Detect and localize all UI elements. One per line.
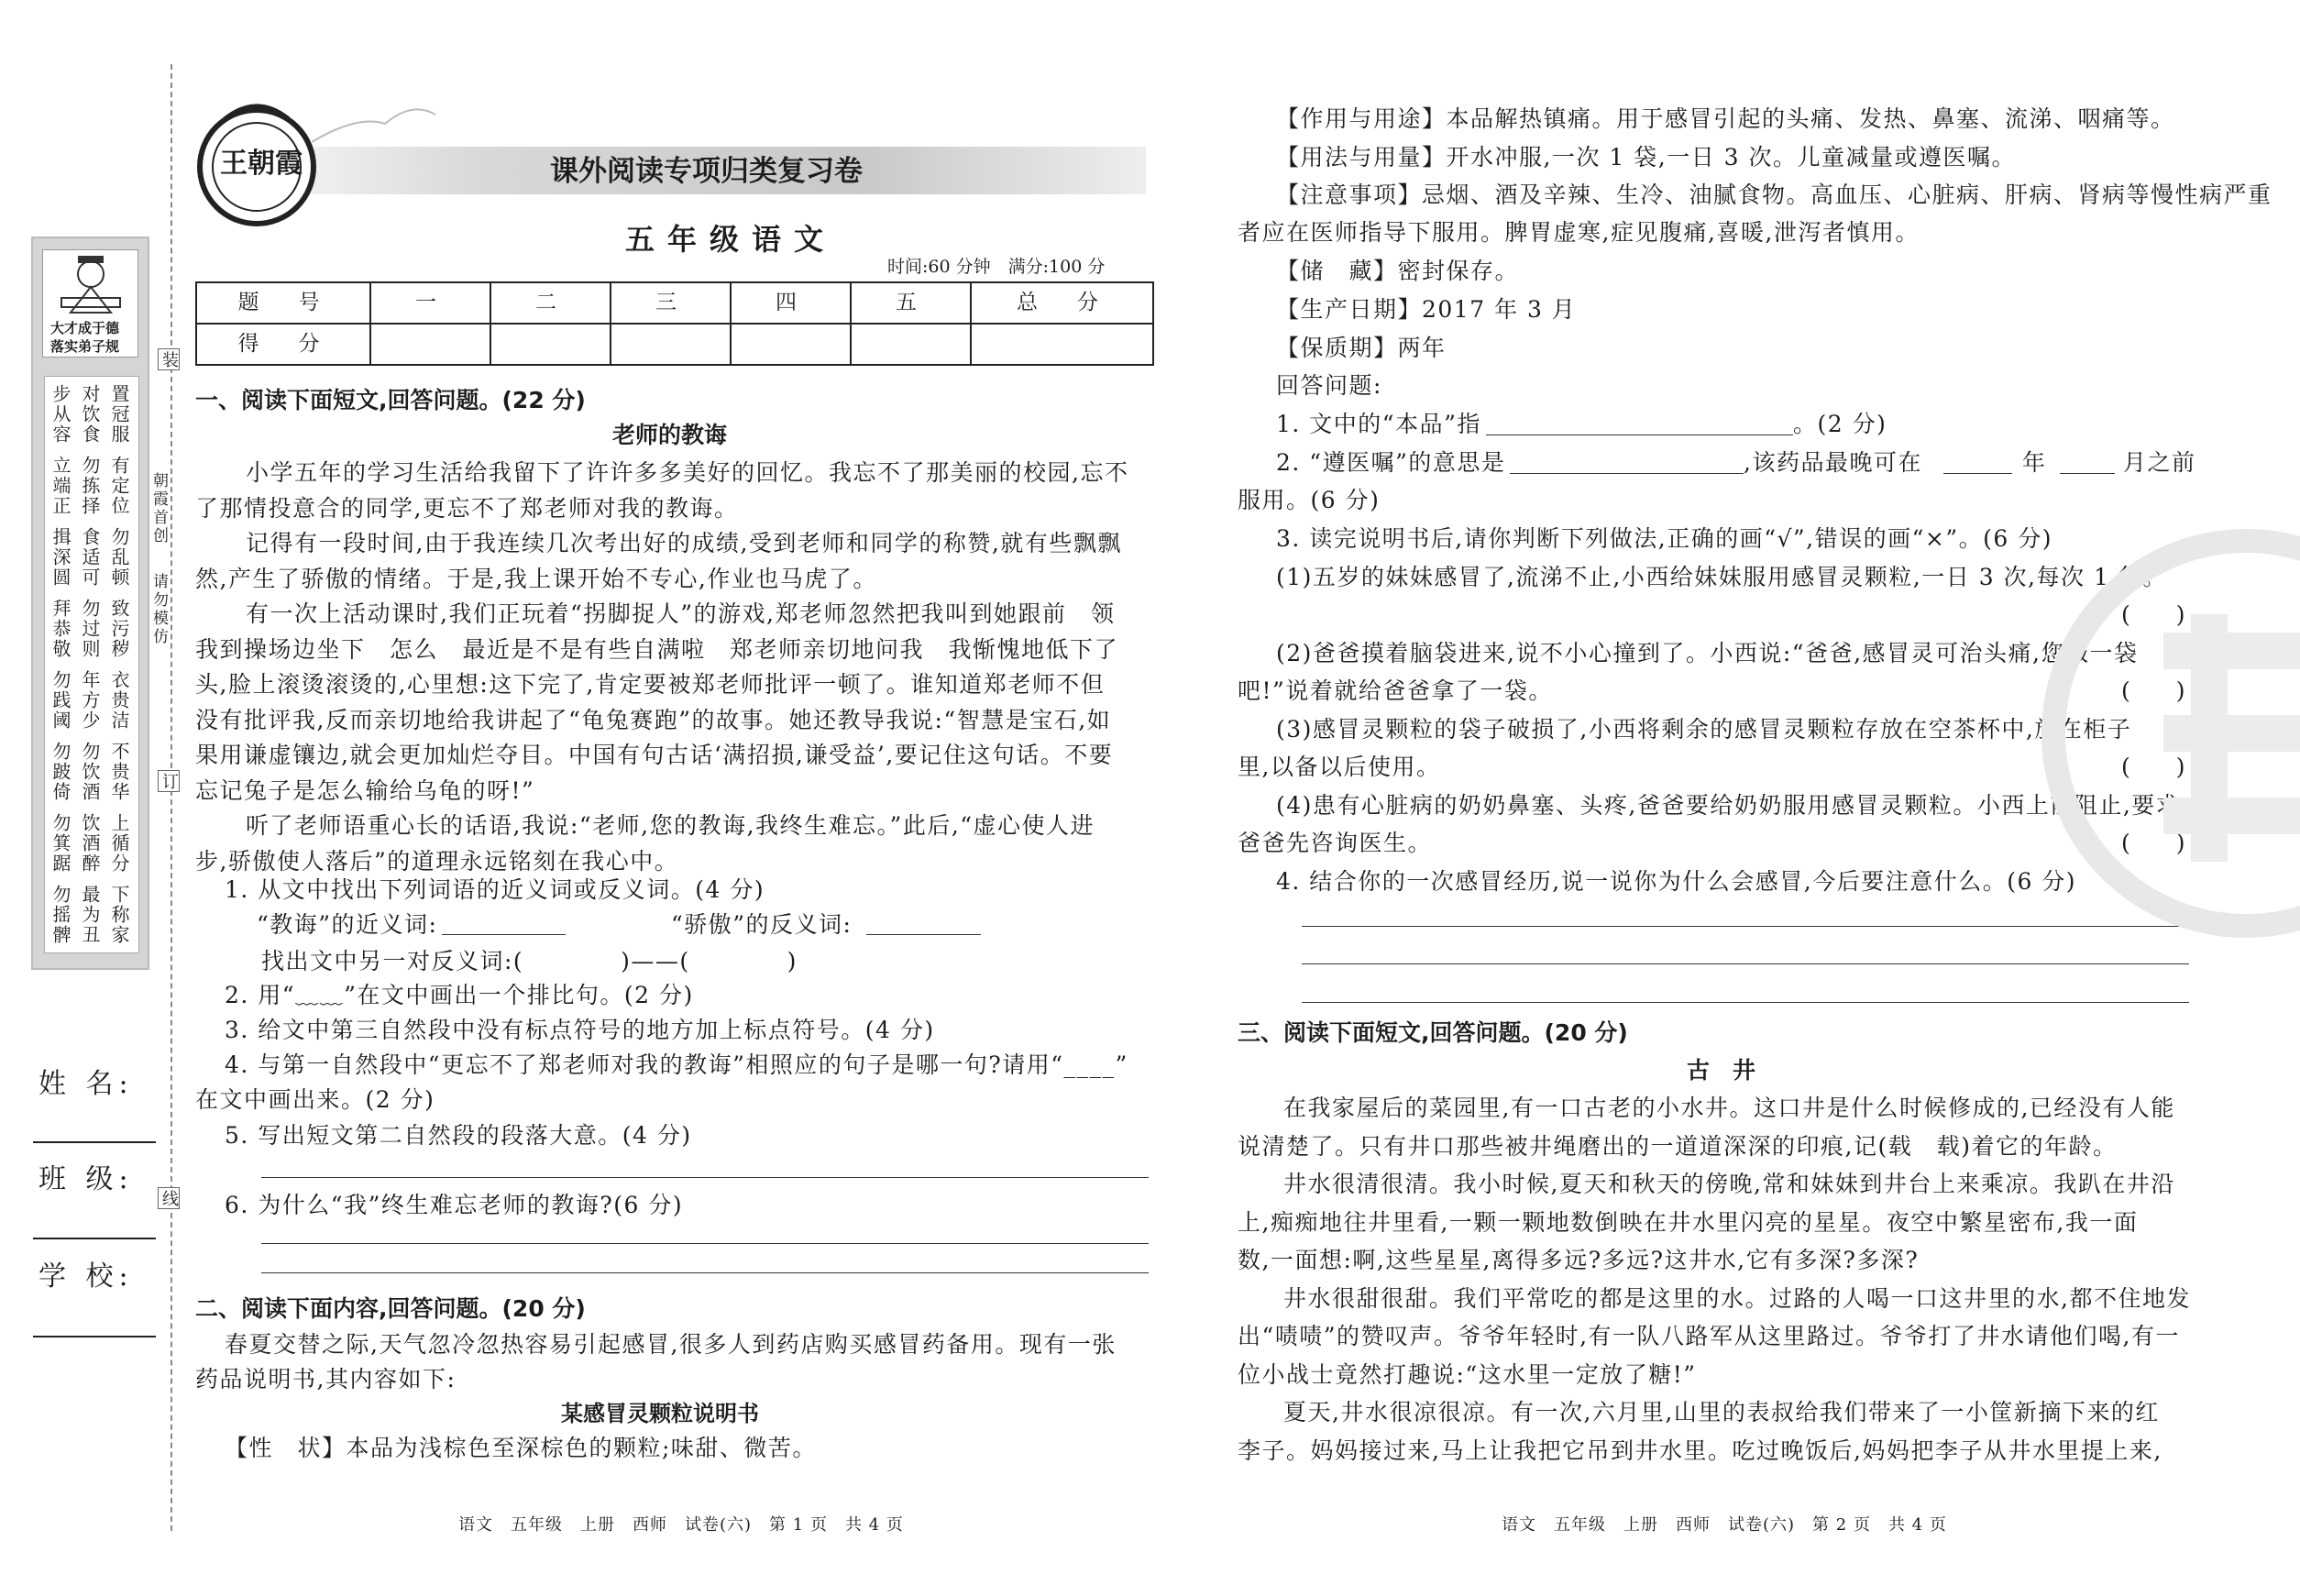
footer-right: 语文 五年级 上册 西师 试卷(六) 第 2 页 共 4 页 — [1502, 1515, 1947, 1535]
rule-text: 衣贵洁 — [108, 670, 130, 731]
s2-question-2: 月之前 — [2123, 449, 2196, 476]
passage-line: 然,产生了骄傲的情绪。于是,我上课开始不专心,作业也马虎了。 — [195, 565, 877, 592]
footer-left: 语文 五年级 上册 西师 试卷(六) 第 1 页 共 4 页 — [458, 1515, 904, 1535]
time-info: 时间:60 分钟 满分:100 分 — [887, 257, 1106, 277]
passage-line: 头,脸上滚烫滚烫的,心里想:这下完了,肯定要被郑老师批评一顿了。谁知道郑老师不但 — [195, 671, 1106, 698]
rules-box — [44, 376, 139, 953]
rule-text: 下称家 — [108, 885, 130, 945]
s1-question-6: 6. 为什么“我”终生难忘老师的教诲?(6 分) — [225, 1192, 684, 1218]
s2-q3-item-3: 里,以备以后使用。 — [1238, 754, 1441, 780]
passage-line: 步,骄傲使人落后”的道理永远铭刻在我心中。 — [195, 847, 679, 875]
subject-title: 五年级语文 — [625, 222, 837, 257]
rule-text: 勿拣择 — [79, 456, 101, 516]
passage-line: 井水很甜很甜。我们平常吃的都是这里的水。过路的人喝一口这井里的水,都不住地发 — [1283, 1284, 2191, 1312]
passage-line: 小学五年的学习生活给我留下了许许多多美好的回忆。我忘不了那美丽的校园,忘不 — [246, 459, 1129, 486]
s2-question-1: 1. 文中的“本品”指 — [1276, 411, 1481, 437]
section1-title: 老师的教诲 — [612, 422, 728, 448]
s2-caution: 【注意事项】忌烟、酒及辛辣、生冷、油腻食物。高血压、心脏病、肝病、肾病等慢性病严重 — [1276, 182, 2272, 208]
motto-1: 大才成于德 — [50, 320, 120, 336]
s2-q4-answer-line[interactable] — [1302, 1002, 2189, 1003]
score-header-cell: 三 — [611, 282, 731, 324]
passage-line: 了那情投意合的同学,更忘不了郑老师对我的教诲。 — [195, 494, 739, 522]
passage-line: 井水很清很清。我小时候,夏天和秋天的傍晚,常和妹妹到井台上来乘凉。我趴在井沿 — [1283, 1171, 2175, 1197]
score-cell[interactable] — [370, 324, 490, 365]
s2-question-3: 3. 读完说明书后,请你判断下列做法,正确的画“√”,错误的画“×”。(6 分) — [1276, 525, 2053, 552]
binding-mark-top: 装 — [158, 348, 180, 370]
s2-question-2: 服用。(6 分) — [1238, 487, 1381, 513]
rule-text: 步从容 — [50, 384, 72, 445]
passage-line: 出“啧啧”的赞叹声。爷爷年轻时,有一队八路军从这里路过。爷爷打了井水请他们喝,有一 — [1238, 1323, 2180, 1349]
s2-q3-answer-box[interactable]: ( ) — [2121, 601, 2185, 628]
score-header-cell: 五 — [851, 282, 971, 324]
rule-text: 年方少 — [79, 670, 101, 731]
rule-text: 勿跛倚 — [50, 742, 72, 802]
rule-text: 最为丑 — [79, 885, 101, 945]
score-cell[interactable] — [851, 324, 971, 365]
s2-leaflet-title: 某感冒灵颗粒说明书 — [561, 1401, 759, 1426]
rule-text: 食适可 — [79, 527, 101, 588]
passage-line: 记得有一段时间,由于我连续几次考出好的成绩,受到老师和同学的称赞,就有些飘飘 — [246, 530, 1122, 556]
s1-question-5: 5. 写出短文第二自然段的段落大意。(4 分) — [225, 1122, 692, 1149]
binding-mark-bot: 线 — [158, 1187, 180, 1209]
s2-q4-answer-line[interactable] — [1302, 963, 2189, 964]
section3-title: 古 井 — [1687, 1057, 1756, 1084]
s2-question-2: ,该药品最晚可在 — [1744, 449, 1922, 476]
score-header-cell: 二 — [490, 282, 611, 324]
s1-q1-antonym-label: “骄傲”的反义词: — [671, 911, 853, 938]
class-underline[interactable] — [33, 1238, 156, 1239]
s2-q2-year-blank[interactable] — [1943, 473, 2012, 474]
motto-2: 落实弟子规 — [50, 338, 120, 355]
s2-q3-answer-box[interactable]: ( ) — [2121, 677, 2185, 704]
score-cell[interactable] — [490, 324, 611, 365]
rule-text: 立端正 — [50, 456, 72, 516]
rule-text: 勿过则 — [79, 599, 101, 659]
s1-q6-answer-line[interactable] — [261, 1243, 1149, 1244]
rule-text: 揖深圆 — [50, 527, 72, 588]
school-underline[interactable] — [33, 1336, 156, 1337]
s2-dosage: 【用法与用量】开水冲服,一次 1 袋,一日 3 次。儿童减量或遵医嘱。 — [1276, 144, 2016, 171]
s2-q3-item-2: 吧!”说着就给爸爸拿了一袋。 — [1238, 677, 1553, 704]
score-header-cell: 一 — [370, 282, 490, 324]
s1-question-4a: 4. 与第一自然段中“更忘不了郑老师对我的教诲”相照应的句子是哪一句?请用“____” — [225, 1051, 1128, 1078]
section1-heading: 一、阅读下面短文,回答问题。(22 分) — [195, 387, 586, 413]
score-cell[interactable] — [971, 324, 1153, 365]
s2-q3-item-4: (4)患有心脏病的奶奶鼻塞、头疼,爸爸要给奶奶服用感冒灵颗粒。小西上前阻止,要求 — [1276, 792, 2181, 819]
s2-usage: 【作用与用途】本品解热镇痛。用于感冒引起的头痛、发热、鼻塞、流涕、咽痛等。 — [1276, 105, 2175, 132]
s2-q3-item-2: (2)爸爸摸着脑袋进来,说不小心撞到了。小西说:“爸爸,感冒灵可治头痛,您服一袋 — [1276, 640, 2139, 666]
rule-text: 置冠服 — [108, 384, 130, 445]
rule-text: 勿箕踞 — [50, 813, 72, 874]
passage-line: 李子。妈妈接过来,马上让我把它吊到井水里。吃过晚饭后,妈妈把李子从井水里提上来, — [1238, 1436, 2162, 1464]
binding-mark-mid: 订 — [158, 770, 180, 792]
passage-line: 我到操场边坐下 怎么 最近是不是有些自满啦 郑老师亲切地问我 我惭愧地低下了 — [195, 635, 1119, 663]
rule-text: 对饮食 — [79, 384, 101, 445]
score-table — [195, 281, 1154, 366]
passage-line: 说清楚了。只有井口那些被井绳磨出的一道道深深的印痕,记(载 载)着它的年龄。 — [1238, 1132, 2118, 1160]
banner-title: 课外阅读专项归类复习卷 — [550, 155, 863, 188]
score-cell[interactable] — [611, 324, 731, 365]
s1-question-1: 1. 从文中找出下列词语的近义词或反义词。(4 分) — [225, 876, 765, 903]
s2-answer-prompt: 回答问题: — [1276, 372, 1382, 399]
section2-heading: 二、阅读下面内容,回答问题。(20 分) — [195, 1295, 586, 1322]
passage-line: 上,痴痴地往井里看,一颗一颗地数倒映在井水里闪亮的星星。夜空中繁星密布,我一面 — [1238, 1208, 2139, 1236]
binding-dashed-line — [171, 64, 172, 1531]
passage-line: 听了老师语重心长的话语,我说:“老师,您的教诲,我终生难忘。”此后,“虚心使人进 — [246, 812, 1095, 839]
class-label: 班 级: — [39, 1163, 134, 1195]
side-note-1: 朝霞首创 — [149, 472, 168, 545]
rule-text: 勿摇髀 — [50, 885, 72, 945]
s2-production-date: 【生产日期】2017 年 3 月 — [1276, 296, 1577, 323]
s2-question-2: 年 — [2022, 449, 2047, 476]
passage-line: 夏天,井水很凉很凉。有一次,六月里,山里的表叔给我们带来了一小筐新摘下来的红 — [1283, 1399, 2160, 1425]
rule-text: 有定位 — [108, 456, 130, 516]
rule-text: 饮酒醉 — [79, 813, 101, 874]
s2-shelf-life: 【保质期】两年 — [1276, 335, 1447, 361]
score-row-label: 得 分 — [196, 324, 370, 365]
score-cell[interactable] — [731, 324, 851, 365]
s2-question-4: 4. 结合你的一次感冒经历,说一说你为什么会感冒,今后要注意什么。(6 分) — [1276, 868, 2077, 895]
passage-line: 位小战士竟然打趣说:“这水里一定放了糖!” — [1238, 1360, 1697, 1388]
passage-line: 数,一面想:啊,这些星星,离得多远?多远?这井水,它有多深?多深? — [1238, 1247, 1920, 1273]
mascot-card — [42, 249, 138, 358]
rule-text: 拜恭敬 — [50, 599, 72, 659]
passage-line: 没有批评我,反而亲切地给我讲起了“龟兔赛跑”的故事。她还教导我说:“智慧是宝石,如 — [195, 706, 1112, 733]
s1-q1-antonym-blank[interactable] — [866, 934, 981, 935]
passage-line: 果用谦虚镶边,就会更加灿烂夺目。中国有句古话‘满招损,谦受益’,要记住这句话。不要 — [195, 742, 1114, 768]
watermark-stamp-icon — [2026, 513, 2300, 953]
logo-text: 王朝霞 — [220, 148, 303, 180]
rule-text: 勿践阈 — [50, 670, 72, 731]
section3-heading: 三、阅读下面短文,回答问题。(20 分) — [1238, 1019, 1628, 1046]
s2-q2-meaning-blank[interactable] — [1510, 473, 1744, 474]
s2-q1-end: 。(2 分) — [1793, 411, 1887, 437]
s1-q1-synonym-label: “教诲”的近义词: — [257, 911, 438, 938]
s1-question-3: 3. 给文中第三自然段中没有标点符号的地方加上标点符号。(4 分) — [225, 1017, 935, 1043]
ribbon-decoration-icon — [312, 96, 440, 151]
s2-q3-answer-box[interactable]: ( ) — [2121, 830, 2185, 856]
side-note-2: 请勿模仿 — [149, 573, 168, 646]
s2-caution: 者应在医师指导下服用。脾胃虚寒,症见腹痛,喜暖,泄泻者慎用。 — [1238, 219, 1920, 246]
s1-question-4b: 在文中画出来。(2 分) — [195, 1086, 435, 1113]
s2-intro-line: 春夏交替之际,天气忽冷忽热容易引起感冒,很多人到药店购买感冒药备用。现有一张 — [225, 1331, 1117, 1358]
sidebar-panel — [31, 237, 149, 970]
score-header-cell: 总 分 — [971, 282, 1153, 324]
score-header-cell: 四 — [731, 282, 851, 324]
s1-q1-antonym-pair: 找出文中另一对反义词:( )——( ) — [261, 948, 798, 974]
s1-q6-answer-line[interactable] — [261, 1272, 1149, 1273]
passage-line: 忘记兔子是怎么输给乌龟的呀!” — [195, 776, 535, 804]
s2-q3-item-1: (1)五岁的妹妹感冒了,流涕不止,小西给妹妹服用感冒灵颗粒,一日 3 次,每次 1 袋。 — [1276, 564, 2167, 590]
rule-text: 不贵华 — [108, 742, 130, 802]
s2-q3-answer-box[interactable]: ( ) — [2121, 754, 2185, 780]
s2-q3-item-3: (3)感冒灵颗粒的袋子破损了,小西将剩余的感冒灵颗粒存放在空茶杯中,放在柜子 — [1276, 716, 2132, 743]
s2-q3-item-4: 爸爸先咨询医生。 — [1238, 830, 1433, 856]
s2-storage: 【储 藏】密封保存。 — [1276, 258, 1520, 284]
rule-text: 致污秽 — [108, 599, 130, 659]
rule-text: 勿饮酒 — [79, 742, 101, 802]
s2-question-2: 2. “遵医嘱”的意思是 — [1276, 449, 1506, 476]
s1-question-2: 2. 用“﹏﹏”在文中画出一个排比句。(2 分) — [225, 982, 694, 1008]
school-label: 学 校: — [39, 1260, 134, 1293]
scholar-mascot-icon — [43, 250, 138, 314]
passage-line: 在我家屋后的菜园里,有一口古老的小水井。这口井是什么时候修成的,已经没有人能 — [1283, 1095, 2175, 1121]
name-label: 姓 名: — [39, 1068, 134, 1100]
rule-text: 勿乱顿 — [108, 527, 130, 588]
s2-trait: 【性 状】本品为浅棕色至深棕色的颗粒;味甜、微苦。 — [225, 1435, 817, 1461]
s2-q2-month-blank[interactable] — [2060, 473, 2115, 474]
score-header-cell: 题 号 — [196, 282, 370, 324]
s1-q1-synonym-blank[interactable] — [442, 934, 566, 935]
passage-line: 有一次上活动课时,我们正玩着“拐脚捉人”的游戏,郑老师忽然把我叫到她跟前 领 — [246, 600, 1116, 627]
name-underline[interactable] — [33, 1141, 156, 1143]
s2-intro-line: 药品说明书,其内容如下: — [195, 1366, 457, 1392]
rule-text: 上循分 — [108, 813, 130, 874]
s1-q5-answer-line[interactable] — [261, 1177, 1149, 1178]
